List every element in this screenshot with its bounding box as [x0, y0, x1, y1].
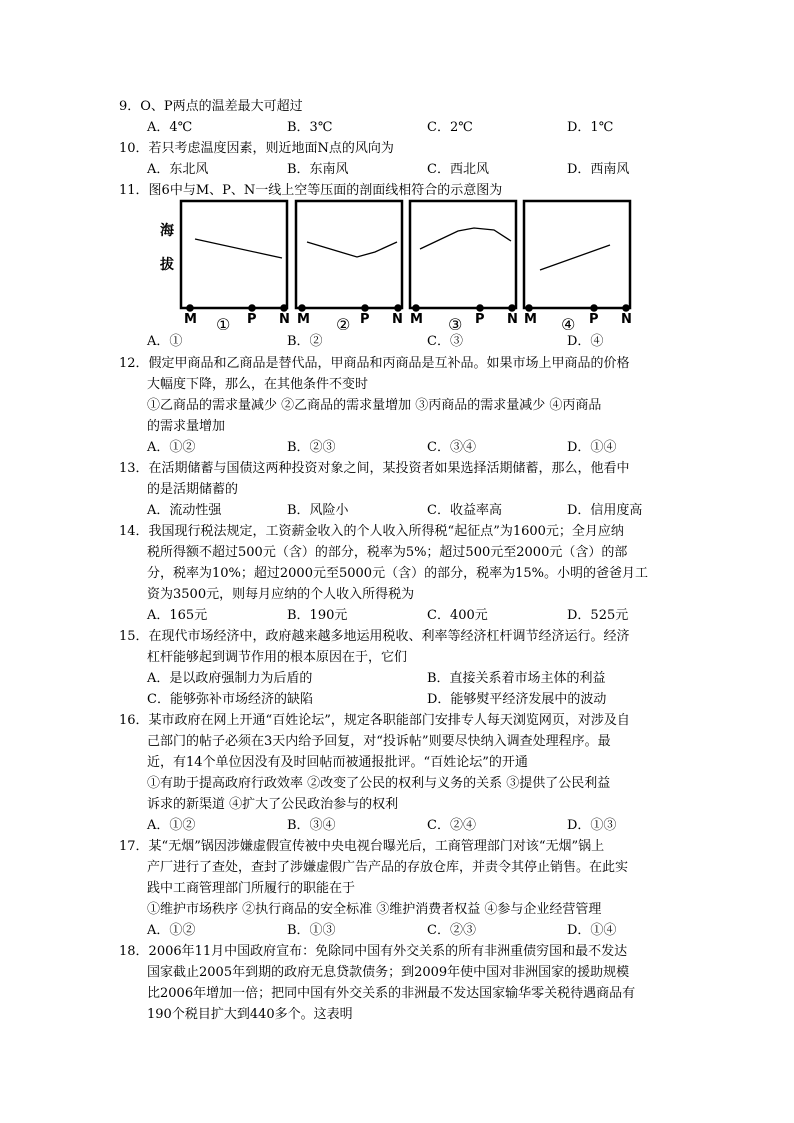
- panel-2-label-m: M: [297, 312, 310, 327]
- altitude-label-1: 海: [160, 223, 174, 239]
- q11-option-d: D．④: [567, 334, 604, 349]
- q15-option-b: B．直接关系着市场主体的利益: [427, 671, 606, 686]
- panel-1-number: ①: [216, 315, 231, 330]
- panel-4-number: ④: [561, 315, 576, 330]
- q10-option-a: A．东北风: [147, 162, 209, 177]
- q12-option-c: C．③④: [427, 440, 476, 455]
- panel-3-frame: [410, 201, 516, 308]
- panel-2-point-p: [361, 304, 369, 312]
- panel-4-point-m: [525, 304, 533, 312]
- q12-choices-line2: 的需求量增加: [147, 419, 226, 434]
- q16-option-a: A．①②: [147, 818, 196, 833]
- q13-option-b: B．风险小: [287, 503, 349, 518]
- q16-stem-line1: 16．某市政府在网上开通“百姓论坛”，规定各职能部门安排专人每天浏览网页，对涉及自: [119, 713, 630, 728]
- q17-stem-line2: 产厂进行了查处，查封了涉嫌虚假广告产品的存放仓库，并责令其停止销售。在此实: [147, 860, 629, 875]
- q16-option-b: B．③④: [287, 818, 336, 833]
- panel-4-point-p: [590, 304, 598, 312]
- altitude-label-2: 拔: [160, 257, 174, 273]
- q14-option-a: A．165元: [147, 608, 208, 623]
- q15-option-c: C．能够弥补市场经济的缺陷: [147, 692, 313, 707]
- q9-option-d: D．1℃: [567, 120, 614, 135]
- panel-3-point-n: [508, 304, 516, 312]
- q14-stem-line4: 资为3500元，则每月应纳的个人收入所得税为: [147, 587, 415, 602]
- panel-1-frame: [181, 201, 287, 308]
- q16-choices-line1: ①有助于提高政府行政效率 ②改变了公民的权利与义务的关系 ③提供了公民利益: [147, 776, 611, 791]
- q18-stem-line1: 18．2006年11月中国政府宣布：免除同中国有外交关系的所有非洲重债穷国和最不发达: [119, 944, 628, 959]
- panel-4-label-n: N: [621, 312, 632, 327]
- panel-2-point-m: [298, 304, 306, 312]
- q13-stem-line2: 的是活期储蓄的: [147, 482, 239, 497]
- q12-option-a: A．①②: [147, 440, 196, 455]
- q17-stem-line1: 17．某“无烟”锅因涉嫌虚假宣传被中央电视台曝光后，工商管理部门对该“无烟”锅上: [119, 839, 605, 854]
- q11-option-b: B．②: [287, 334, 323, 349]
- q16-stem-line3: 近，有14个单位因没有及时回帖而被通报批评。“百姓论坛”的开通: [147, 755, 528, 770]
- q14-stem-line3: 分，税率为10%；超过2000元至5000元（含）的部分，税率为15%。小明的爸爸月工: [147, 566, 648, 581]
- q14-option-d: D．525元: [567, 608, 629, 623]
- panel-2-isobar-line: [307, 242, 397, 257]
- panel-2-label-p: P: [360, 312, 370, 327]
- panel-4-label-m: M: [524, 312, 537, 327]
- panel-2: [296, 201, 403, 330]
- q15-option-a: A．是以政府强制力为后盾的: [147, 671, 313, 686]
- q17-option-b: B．①③: [287, 923, 336, 938]
- panel-3-point-m: [412, 304, 420, 312]
- panel-4-label-p: P: [589, 312, 599, 327]
- panel-3-point-p: [476, 304, 484, 312]
- q10-option-b: B．东南风: [287, 162, 349, 177]
- q14-option-c: C．400元: [427, 608, 488, 623]
- panel-3-label-p: P: [475, 312, 485, 327]
- panel-4-isobar-line: [540, 245, 610, 270]
- q18-stem-line4: 190个税目扩大到440多个。这表明: [147, 1007, 353, 1022]
- q11-option-c: C．③: [427, 334, 463, 349]
- panel-1-label-m: M: [184, 312, 197, 327]
- q10-option-d: D．西南风: [567, 162, 630, 177]
- q14-option-b: B．190元: [287, 608, 348, 623]
- q11-option-a: A．①: [147, 334, 183, 349]
- panel-1: [181, 201, 290, 330]
- panel-4-frame: [524, 201, 630, 308]
- q17-option-a: A．①②: [147, 923, 196, 938]
- q13-option-a: A．流动性强: [147, 503, 222, 518]
- panel-2-number: ②: [336, 315, 351, 330]
- panel-1-isobar-line: [195, 239, 282, 258]
- isobar-diagram: [176, 196, 646, 330]
- q12-choices-line1: ①乙商品的需求量减少 ②乙商品的需求量增加 ③丙商品的需求量减少 ④丙商品: [147, 398, 602, 413]
- q17-option-d: D．①④: [567, 923, 617, 938]
- panel-2-point-n: [394, 304, 402, 312]
- panel-3-number: ③: [448, 315, 463, 330]
- panel-1-point-m: [186, 304, 194, 312]
- panel-1-label-p: P: [247, 312, 257, 327]
- panel-3-isobar-line: [420, 228, 511, 249]
- panel-3-label-n: N: [507, 312, 518, 327]
- q9-option-b: B．3℃: [287, 120, 333, 135]
- panel-2-label-n: N: [392, 312, 403, 327]
- q10-stem: 10．若只考虑温度因素，则近地面N点的风向为: [119, 141, 394, 156]
- panel-4: [524, 201, 632, 330]
- q14-stem-line2: 税所得额不超过500元（含）的部分，税率为5%；超过500元至2000元（含）的部: [147, 545, 628, 560]
- q15-stem-line2: 杠杆能够起到调节作用的根本原因在于，它们: [147, 650, 408, 665]
- q16-option-c: C．②④: [427, 818, 476, 833]
- q18-stem-line2: 国家截止2005年到期的政府无息贷款债务；到2009年使中国对非洲国家的援助规模: [147, 965, 630, 980]
- q16-stem-line2: 己部门的帖子必须在3天内给予回复，对“投诉帖”则要尽快纳入调查处理程序。最: [147, 734, 611, 749]
- q12-stem-line1: 12．假定甲商品和乙商品是替代品，甲商品和丙商品是互补品。如果市场上甲商品的价格: [119, 356, 630, 371]
- q13-option-c: C．收益率高: [427, 503, 502, 518]
- q15-option-d: D．能够熨平经济发展中的波动: [427, 692, 607, 707]
- q13-option-d: D．信用度高: [567, 503, 643, 518]
- q12-option-d: D．①④: [567, 440, 617, 455]
- panel-1-point-p: [248, 304, 256, 312]
- q13-stem-line1: 13．在活期储蓄与国债这两种投资对象之间，某投资者如果选择活期储蓄，那么，他看中: [119, 461, 630, 476]
- panel-4-point-n: [622, 304, 630, 312]
- q9-option-a: A．4℃: [147, 120, 193, 135]
- q16-choices-line2: 诉求的新渠道 ④扩大了公民政治参与的权利: [147, 797, 399, 812]
- q16-option-d: D．①③: [567, 818, 617, 833]
- panel-1-label-n: N: [279, 312, 290, 327]
- panel-3-label-m: M: [410, 312, 423, 327]
- q9-stem: 9．O、P两点的温差最大可超过: [119, 99, 303, 114]
- q10-option-c: C．西北风: [427, 162, 489, 177]
- q18-stem-line3: 比2006年增加一倍；把同中国有外交关系的非洲最不发达国家输华零关税待遇商品有: [147, 986, 636, 1001]
- q14-stem-line1: 14．我国现行税法规定，工资薪金收入的个人收入所得税“起征点”为1600元；全月应纳: [119, 524, 624, 539]
- q15-stem-line1: 15．在现代市场经济中，政府越来越多地运用税收、利率等经济杠杆调节经济运行。经济: [119, 629, 630, 644]
- q12-option-b: B．②③: [287, 440, 336, 455]
- q11-stem: 11．图6中与M、P、N一线上空等压面的剖面线相符合的示意图为: [119, 183, 503, 198]
- q12-stem-line2: 大幅度下降，那么，在其他条件不变时: [147, 377, 369, 392]
- q9-option-c: C．2℃: [427, 120, 473, 135]
- q17-stem-line3: 践中工商管理部门所履行的职能在于: [147, 881, 356, 896]
- q17-choices-line1: ①维护市场秩序 ②执行商品的安全标准 ③维护消费者权益 ④参与企业经营管理: [147, 902, 602, 917]
- panel-3: [410, 201, 518, 330]
- q17-option-c: C．②③: [427, 923, 476, 938]
- panel-1-point-n: [280, 304, 288, 312]
